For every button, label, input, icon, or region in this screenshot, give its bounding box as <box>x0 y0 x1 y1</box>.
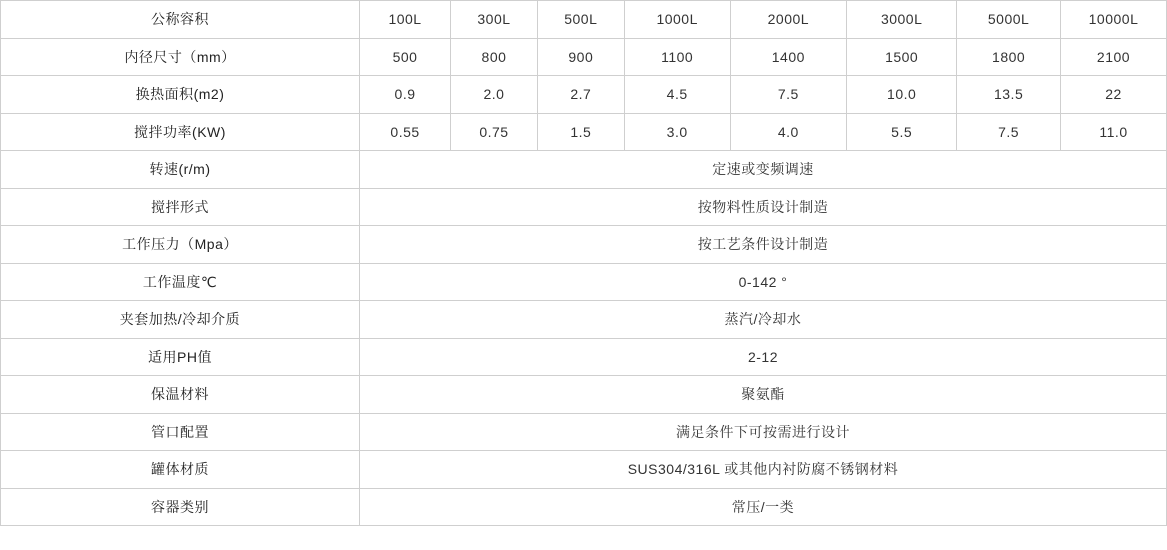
table-cell-merged: 按工艺条件设计制造 <box>360 226 1167 264</box>
table-cell: 4.0 <box>730 113 846 151</box>
row-label: 夹套加热/冷却介质 <box>1 301 360 339</box>
table-cell: 2100 <box>1061 38 1167 76</box>
table-cell: 5000L <box>957 1 1061 39</box>
table-cell: 800 <box>451 38 538 76</box>
row-label: 适用PH值 <box>1 338 360 376</box>
table-cell-merged: 聚氨酯 <box>360 376 1167 414</box>
table-row <box>1 263 1167 301</box>
table-row <box>1 226 1167 264</box>
table-cell: 900 <box>537 38 624 76</box>
table-row <box>1 38 1167 76</box>
table-cell-merged: 2-12 <box>360 338 1167 376</box>
row-label: 搅拌功率(KW) <box>1 113 360 151</box>
row-label: 转速(r/m) <box>1 151 360 189</box>
row-label: 管口配置 <box>1 413 360 451</box>
table-row <box>1 76 1167 114</box>
table-cell: 10.0 <box>847 76 957 114</box>
table-cell: 500 <box>360 38 451 76</box>
table-cell: 22 <box>1061 76 1167 114</box>
table-cell: 100L <box>360 1 451 39</box>
table-row <box>1 151 1167 189</box>
table-row <box>1 301 1167 339</box>
table-cell: 1100 <box>624 38 730 76</box>
table-row <box>1 413 1167 451</box>
table-cell-merged: 满足条件下可按需进行设计 <box>360 413 1167 451</box>
table-row <box>1 488 1167 526</box>
table-cell-merged: 蒸汽/冷却水 <box>360 301 1167 339</box>
table-row <box>1 338 1167 376</box>
table-cell: 11.0 <box>1061 113 1167 151</box>
table-body <box>1 1 1167 526</box>
table-cell: 10000L <box>1061 1 1167 39</box>
table-cell-merged: 定速或变频调速 <box>360 151 1167 189</box>
table-cell-merged: 按物料性质设计制造 <box>360 188 1167 226</box>
table-cell: 1800 <box>957 38 1061 76</box>
table-cell: 300L <box>451 1 538 39</box>
table-cell: 0.75 <box>451 113 538 151</box>
table-cell: 4.5 <box>624 76 730 114</box>
table-cell: 2.0 <box>451 76 538 114</box>
table-cell: 500L <box>537 1 624 39</box>
table-cell-merged: 0-142 ° <box>360 263 1167 301</box>
table-cell: 13.5 <box>957 76 1061 114</box>
table-row <box>1 1 1167 39</box>
table-cell: 3.0 <box>624 113 730 151</box>
table-row <box>1 188 1167 226</box>
table-cell: 2000L <box>730 1 846 39</box>
row-label: 内径尺寸（mm） <box>1 38 360 76</box>
row-label: 搅拌形式 <box>1 188 360 226</box>
table-cell: 1500 <box>847 38 957 76</box>
table-cell: 7.5 <box>957 113 1061 151</box>
row-label: 容器类别 <box>1 488 360 526</box>
row-label: 公称容积 <box>1 1 360 39</box>
row-label: 罐体材质 <box>1 451 360 489</box>
table-cell: 3000L <box>847 1 957 39</box>
table-cell: 1400 <box>730 38 846 76</box>
table-row <box>1 451 1167 489</box>
row-label: 换热面积(m2) <box>1 76 360 114</box>
table-cell-merged: SUS304/316L 或其他内衬防腐不锈钢材料 <box>360 451 1167 489</box>
table-cell: 5.5 <box>847 113 957 151</box>
row-label: 工作压力（Mpa） <box>1 226 360 264</box>
table-row <box>1 376 1167 414</box>
table-cell-merged: 常压/一类 <box>360 488 1167 526</box>
row-label: 保温材料 <box>1 376 360 414</box>
table-cell: 0.55 <box>360 113 451 151</box>
table-cell: 1.5 <box>537 113 624 151</box>
table-row <box>1 113 1167 151</box>
table-cell: 7.5 <box>730 76 846 114</box>
table-cell: 1000L <box>624 1 730 39</box>
row-label: 工作温度℃ <box>1 263 360 301</box>
table-cell: 0.9 <box>360 76 451 114</box>
table-cell: 2.7 <box>537 76 624 114</box>
